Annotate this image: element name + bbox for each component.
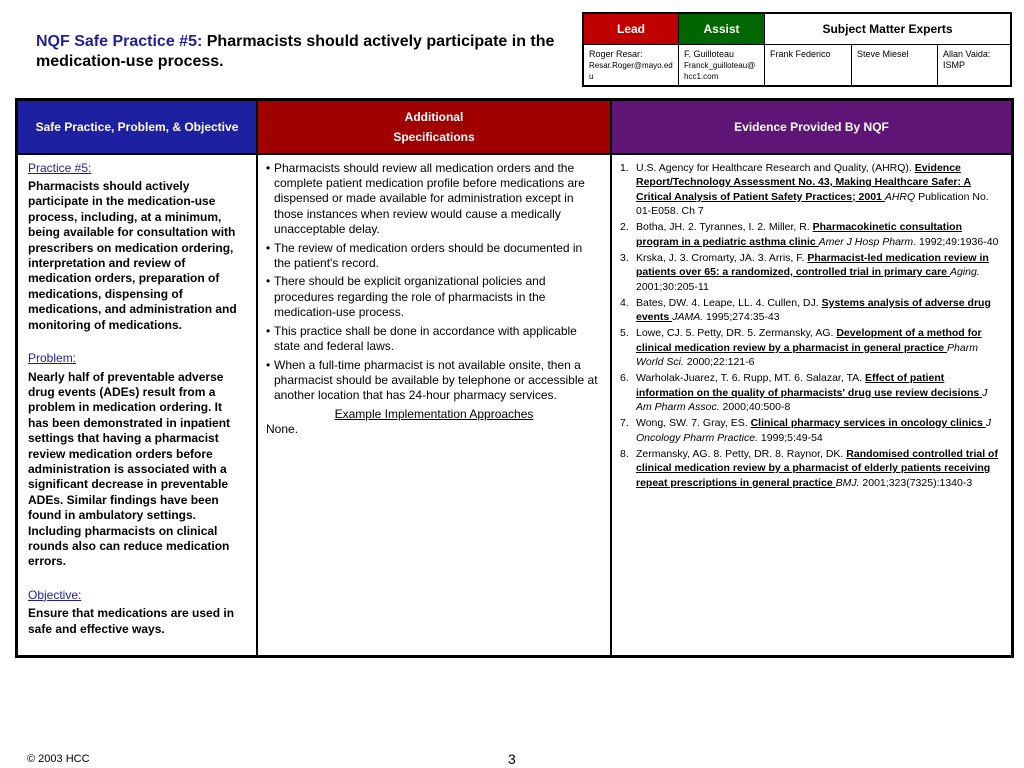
practice-label: Practice #5: [28, 160, 92, 175]
lead-header: Lead [584, 14, 679, 44]
header-additional-specs [258, 101, 612, 153]
implementation-approaches-text: None. [266, 422, 299, 437]
reference-list [620, 161, 1001, 491]
reference-details: 1995;274:35-43 [703, 311, 780, 324]
reference-details: Publication No. 01-E058. Ch 7 [636, 190, 989, 218]
spec-bullet: • When a full-time pharmacist is not available onsite, then a pharmacist should be available by telephone or accessible at another location that has 24-hour pharmacy services. [266, 358, 602, 404]
sme-cell-1: Frank Federico [765, 45, 852, 86]
reference-number: 1. [620, 161, 629, 174]
header-safe-practice: Safe Practice, Problem, & Objective [18, 101, 258, 153]
implementation-approaches-label: Example Implementation Approaches [334, 406, 534, 421]
reference-journal: Pharm World Sci. [636, 341, 978, 369]
experts-header-row [584, 14, 1010, 45]
page-title [36, 32, 556, 72]
title-prefix: NQF Safe Practice #5: [36, 33, 203, 50]
reference-authors: Botha, JH. 2. Tyrannes, I. 2. Miller, R. [636, 221, 813, 234]
lead-name: Roger Resar: [589, 49, 643, 59]
assist-header: Assist [679, 14, 765, 44]
reference-details: 1992;49:1936-40 [916, 235, 999, 248]
reference-item [620, 371, 1001, 415]
reference-title-link[interactable]: Systems analysis of adverse drug events [636, 296, 991, 324]
spec-bullet: • Pharmacists should review all medication orders and the complete patient medication profile before medications are dispensed or made available for administration except in those instances when review would cause a medically unacceptable delay. [266, 161, 602, 238]
specifications-list [266, 161, 602, 404]
reference-details: 2000;40:500-8 [719, 401, 791, 414]
problem-label: Problem: [28, 351, 77, 366]
experts-table [582, 12, 1012, 87]
reference-details: 1999;5:49-54 [757, 431, 823, 444]
reference-number: 7. [620, 417, 629, 430]
practice-column [18, 155, 258, 655]
lead-cell [584, 45, 679, 86]
reference-authors: Warholak-Juarez, T. 6. Rupp, MT. 6. Salazar, TA. [636, 372, 865, 385]
reference-item [620, 447, 1001, 491]
reference-item [620, 296, 1001, 325]
lead-email: Resar.Roger@mayo.edu [589, 61, 673, 81]
reference-number: 8. [620, 447, 629, 460]
reference-title-link[interactable]: Pharmacist-led medication review in patients over 65: a randomized, controlled trial in primary care [636, 251, 989, 279]
reference-authors: Bates, DW. 4. Leape, LL. 4. Cullen, DJ. [636, 296, 822, 309]
sme-header: Subject Matter Experts [765, 14, 1010, 44]
spec-bullet: • There should be explicit organizational policies and procedures regarding the role of pharmacists in the medication-use process. [266, 274, 602, 320]
experts-body-row [584, 45, 1010, 86]
header-additional-line1: Additional [404, 109, 464, 124]
reference-title-link[interactable]: Evidence Report/Technology Assessment No. 43, Making Healthcare Safer: A Critical Analysis of Patient Safety Practices; 2001 [636, 161, 972, 203]
problem-text: Nearly half of preventable adverse drug events (ADEs) result from a problem in medication ordering. It has been demonstrated in inpatient settings that having a pharmacist review medication orders before administration is associated with a significant decrease in preventable ADEs. Similar findings have been found in ambulatory settings. Including pharmacists on clinical rounds also can reduce medication errors. [28, 369, 231, 569]
reference-item [620, 220, 1001, 249]
reference-authors: Zermansky, AG. 8. Petty, DR. 8. Raynor, DK. [636, 447, 847, 460]
reference-title-link[interactable]: Clinical pharmacy services in oncology clinics [750, 417, 986, 430]
reference-title-link[interactable]: Development of a method for clinical medication review by a pharmacist in general practice [636, 327, 982, 354]
header-additional-line2: Specifications [393, 129, 475, 144]
assist-email: Franck_guilloteau@hcc1.com [684, 61, 756, 81]
reference-number: 2. [620, 221, 629, 234]
reference-authors: Wong, SW. 7. Gray, ES. [636, 417, 751, 430]
page-number: 3 [508, 751, 516, 767]
reference-number: 5. [620, 327, 629, 340]
reference-number: 6. [620, 372, 629, 385]
reference-title-link[interactable]: Randomised controlled trial of clinical medication review by a pharmacist of elderly patients receiving repeat prescriptions in general practice [636, 447, 998, 489]
sme-cell-2: Steve Miesel [852, 45, 938, 86]
spec-bullet: • The review of medication orders should be documented in the patient's record. [266, 241, 602, 272]
practice-table [15, 98, 1014, 658]
reference-authors: U.S. Agency for Healthcare Research and Quality, (AHRQ). [636, 161, 915, 174]
reference-authors: Lowe, CJ. 5. Petty, DR. 5. Zermansky, AG. [636, 327, 837, 340]
reference-details: 2000;22:121-6 [683, 356, 755, 369]
reference-journal: JAMA. [672, 311, 704, 324]
evidence-column [612, 155, 1011, 655]
reference-journal: J Oncology Pharm Practice. [636, 417, 992, 444]
objective-text: Ensure that medications are used in safe and effective ways. [28, 606, 235, 636]
reference-item [620, 251, 1001, 295]
sme-cell-3: Allan Vaida: ISMP [943, 49, 991, 70]
reference-number: 4. [620, 296, 629, 309]
spec-bullet: • This practice shall be done in accordance with applicable state and federal laws. [266, 324, 602, 355]
reference-journal: Aging. [949, 266, 980, 279]
reference-item [620, 161, 1001, 219]
practice-table-header [18, 101, 1011, 155]
reference-authors: Krska, J. 3. Cromarty, JA. 3. Arris, F. [636, 251, 808, 264]
specifications-column [258, 155, 612, 655]
copyright: © 2003 HCC [27, 753, 90, 765]
reference-details: 2001;30:205-11 [636, 280, 709, 293]
objective-label: Objective: [28, 587, 82, 602]
title-text: Pharmacists should actively participate in the medication-use process. [36, 33, 555, 70]
reference-journal: AHRQ [884, 190, 916, 203]
reference-details: 2001;323(7325):1340-3 [859, 476, 973, 489]
practice-text: Pharmacists should actively participate in the medication-use process, including, at a minimum, being available for consultation with prescribers on medication ordering, interpretation and review of medication orders, preparation of medications, dispensing of medications, and administration and monitoring of medications. [28, 179, 237, 332]
reference-journal: BMJ. [835, 476, 860, 489]
reference-item [620, 326, 1001, 370]
practice-table-body [18, 155, 1011, 655]
reference-journal: J Am Pharm Assoc. [636, 386, 988, 414]
reference-title-link[interactable]: Pharmacokinetic consultation program in a pediatric asthma clinic [636, 221, 963, 248]
reference-number: 3. [620, 251, 629, 264]
reference-title-link[interactable]: Effect of patient information on the quality of pharmacists' drug use review decisions [636, 372, 983, 399]
header-evidence: Evidence Provided By NQF [612, 101, 1011, 153]
assist-name: F. Guilloteau [684, 49, 735, 59]
assist-cell [679, 45, 765, 86]
reference-item [620, 416, 1001, 445]
reference-journal: Amer J Hosp Pharm. [818, 235, 917, 248]
